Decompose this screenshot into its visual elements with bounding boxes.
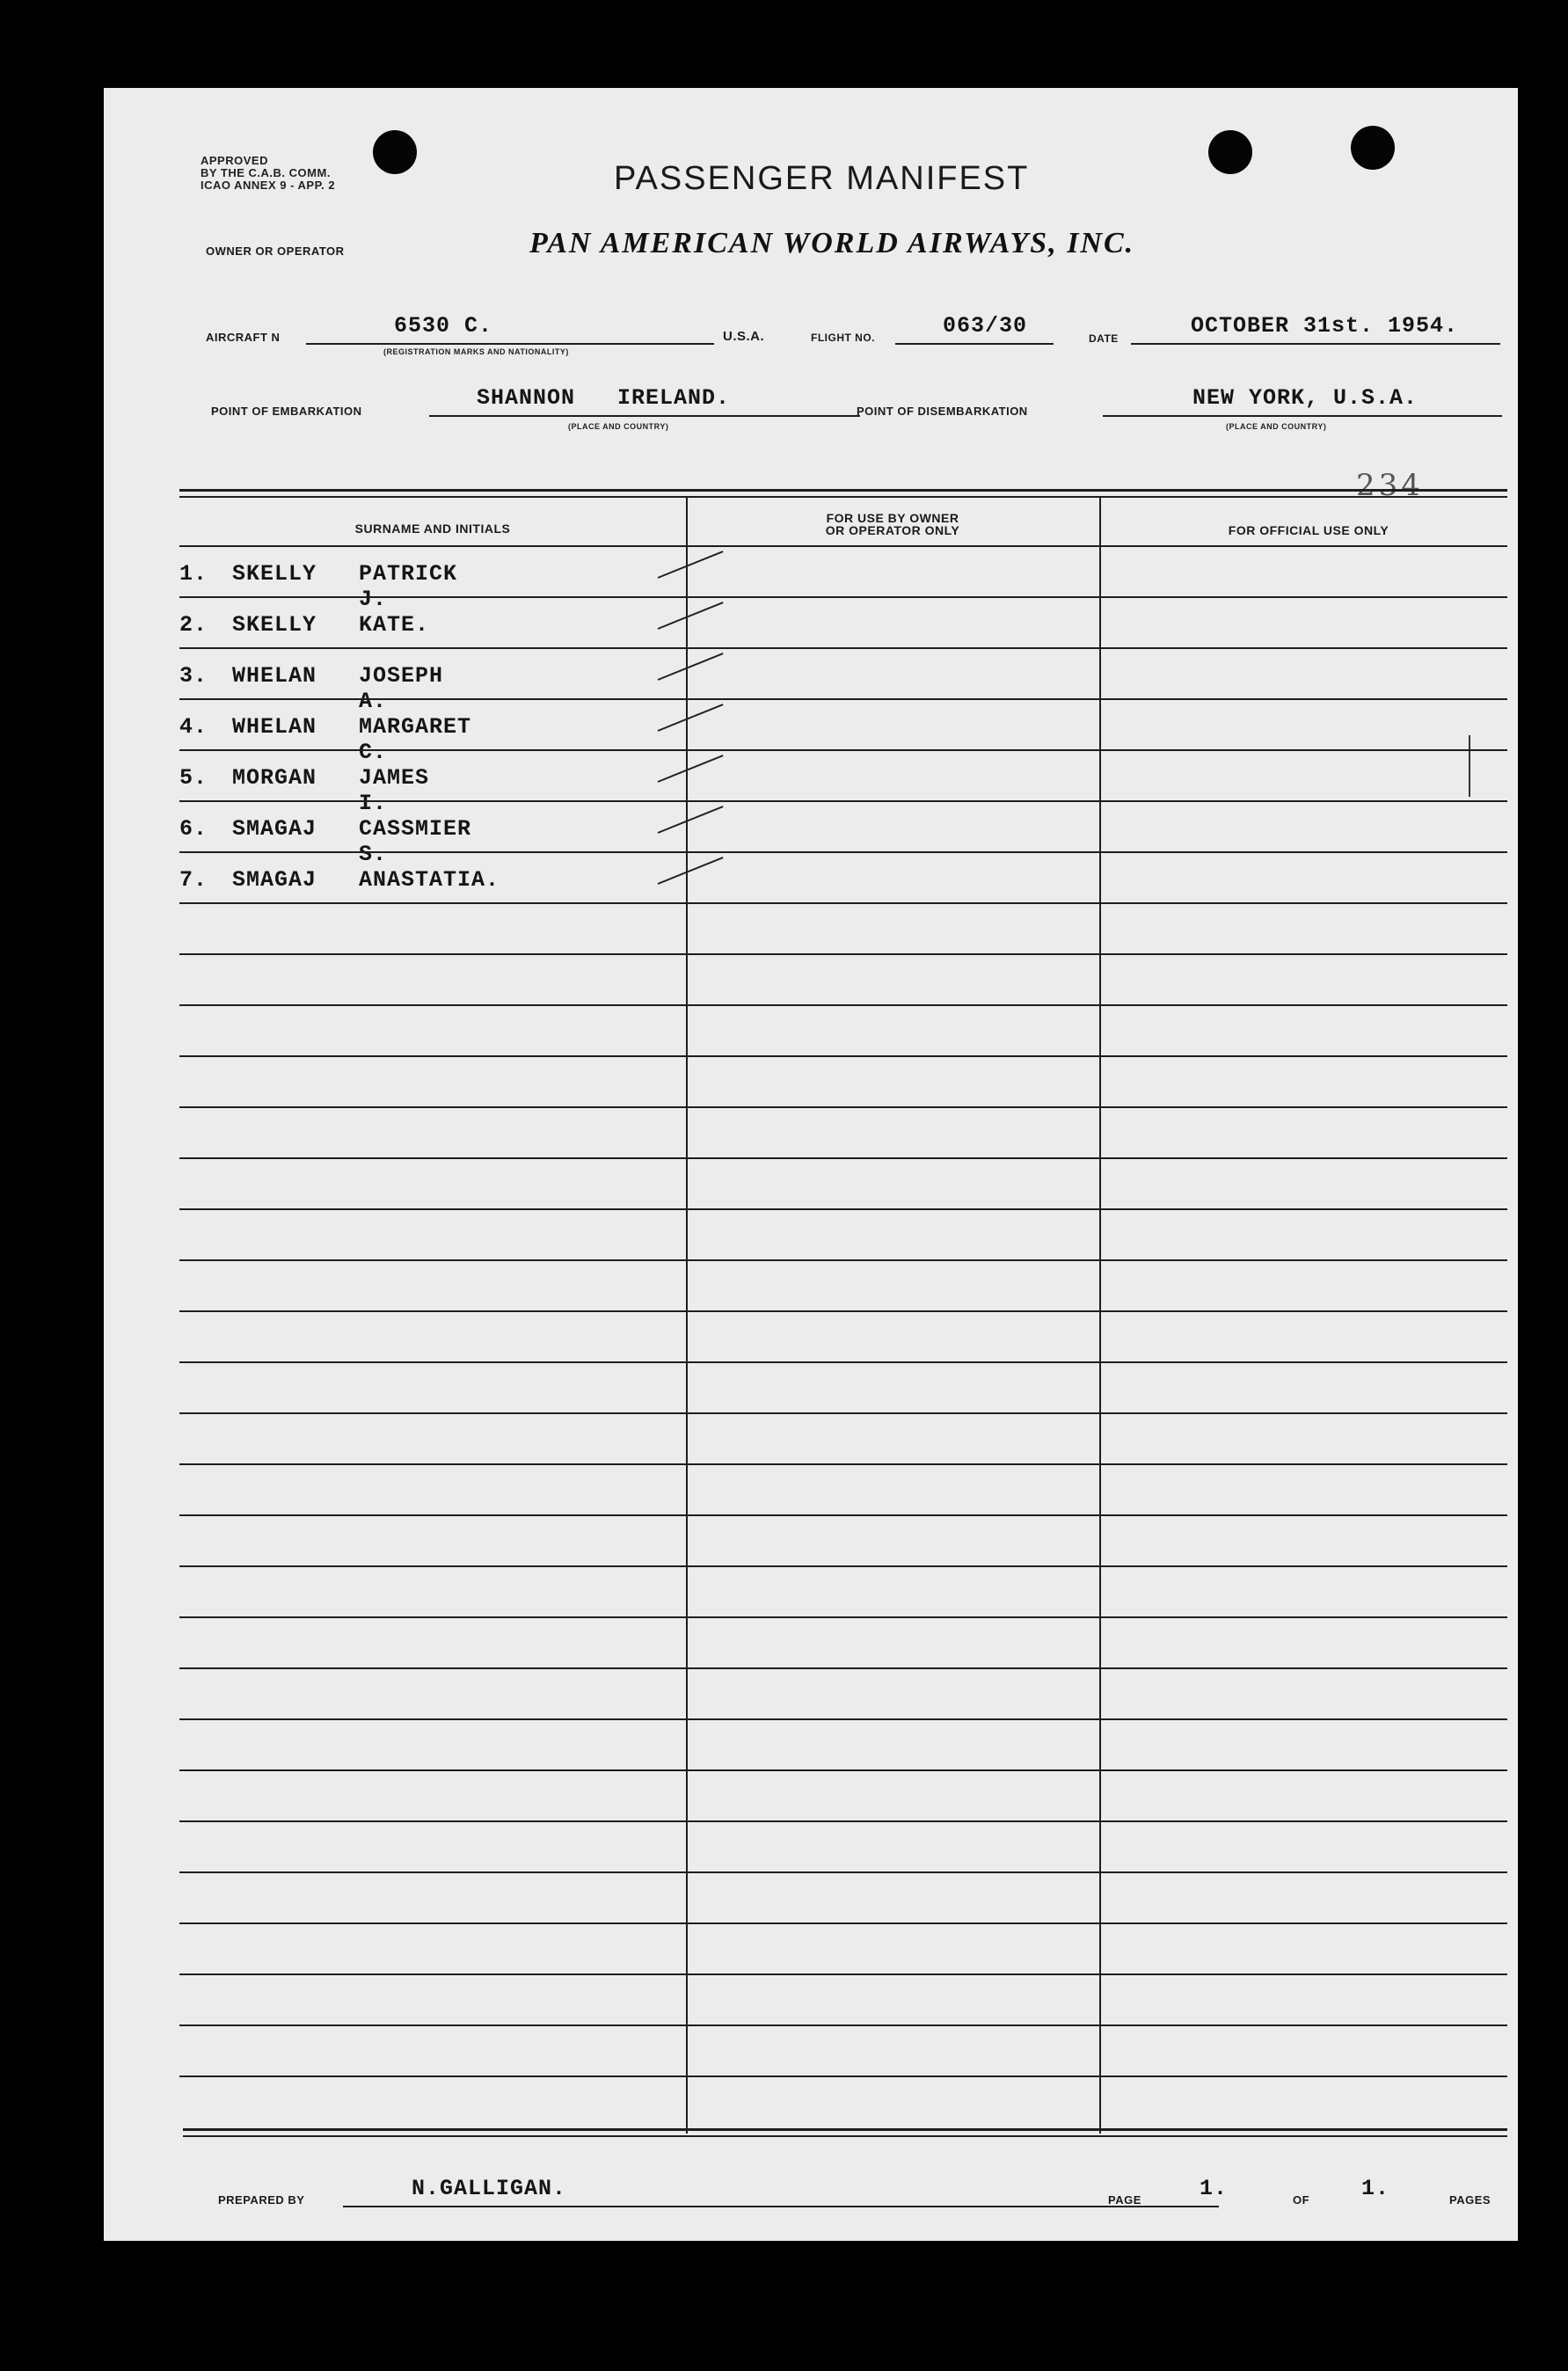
passenger-given-name: JAMES I. [359,765,430,816]
passenger-number: 3. [179,663,208,689]
punch-hole-right [1351,126,1395,170]
passenger-surname: SKELLY [232,612,317,638]
embark-value: SHANNON IRELAND. [477,385,731,411]
flight-label: FLIGHT NO. [811,332,875,344]
page-value: 1. [1200,2176,1229,2201]
table-rule-line [179,2076,1507,2077]
margin-mark [1469,735,1470,797]
table-rule-line [179,1310,1507,1312]
table-rule-line [179,596,1507,598]
disembark-label: POINT OF DISEMBARKATION [857,405,1028,418]
flight-value: 063/30 [943,313,1028,339]
column-header-owner-use [686,512,1099,536]
table-rule-line [179,545,1507,547]
approval-line-2: BY THE C.A.B. COMM. [201,166,331,179]
of-value: 1. [1361,2176,1390,2201]
airline-name: PAN AMERICAN WORLD AIRWAYS, INC. [529,227,1135,259]
manifest-sheet [104,88,1518,2241]
table-rule-line [179,1616,1507,1618]
passenger-number: 4. [179,714,208,740]
owner-label: OWNER OR OPERATOR [206,244,345,258]
disembark-sublabel: (PLACE AND COUNTRY) [1226,422,1327,431]
passenger-surname: SMAGAJ [232,867,317,893]
table-rule-line [179,1871,1507,1873]
passenger-number: 2. [179,612,208,638]
passenger-given-name: KATE. [359,612,430,638]
passenger-number: 1. [179,561,208,587]
table-rule-line [179,1106,1507,1108]
passenger-number: 6. [179,816,208,842]
passenger-given-name: ANASTATIA. [359,867,500,893]
table-rule-line [179,1769,1507,1771]
embark-sublabel: (PLACE AND COUNTRY) [568,422,669,431]
table-rule-line [179,749,1507,751]
stamp-number: 234 [1356,468,1424,503]
disembark-value: NEW YORK, U.S.A. [1192,385,1418,411]
table-rule-line [179,1514,1507,1516]
passenger-surname: SKELLY [232,561,317,587]
passenger-number: 7. [179,867,208,893]
column-header-official-use: FOR OFFICIAL USE ONLY [1228,523,1389,537]
table-rule-line [179,647,1507,649]
of-label: OF [1293,2193,1310,2207]
punch-hole-left [373,130,417,174]
table-rule-line [179,1922,1507,1924]
table-rule-line [179,800,1507,802]
approval-block [201,155,335,192]
table-rule-line [179,1718,1507,1720]
pages-label: PAGES [1449,2193,1491,2207]
column-divider-1 [686,498,688,2134]
passenger-number: 5. [179,765,208,791]
column-divider-2 [1099,498,1101,2134]
passenger-surname: WHELAN [232,714,317,740]
table-rule-line [179,1208,1507,1210]
approval-line-3: ICAO ANNEX 9 - APP. 2 [201,179,336,192]
aircraft-label: AIRCRAFT N [206,331,281,344]
table-rule-line [179,1667,1507,1669]
passenger-given-name: PATRICK J. [359,561,458,612]
passenger-surname: WHELAN [232,663,317,689]
table-rule-line [179,1055,1507,1057]
table-rule-line [179,2024,1507,2026]
passenger-given-name: CASSMIER S. [359,816,472,867]
table-rule-line [179,1412,1507,1414]
table-rule-line [179,1361,1507,1363]
passenger-surname: MORGAN [232,765,317,791]
aircraft-sublabel: (REGISTRATION MARKS AND NATIONALITY) [383,347,569,356]
prepared-label: PREPARED BY [218,2193,305,2207]
table-rule-line [179,698,1507,700]
table-rule-line [179,1463,1507,1465]
column-header-surname: SURNAME AND INITIALS [354,522,511,536]
table-rule-line [179,1004,1507,1006]
passenger-given-name: MARGARET C. [359,714,472,765]
passenger-given-name: JOSEPH A. [359,663,444,714]
approval-line-1: APPROVED [201,154,268,167]
date-label: DATE [1089,332,1119,345]
embark-label: POINT OF EMBARKATION [211,405,362,418]
table-rule-line [179,1820,1507,1822]
table-rule-line [179,902,1507,904]
passenger-surname: SMAGAJ [232,816,317,842]
form-title: PASSENGER MANIFEST [614,160,1030,197]
table-rule-line [179,953,1507,955]
table-rule-line [179,1565,1507,1567]
table-rule-line [179,1259,1507,1261]
owner-use-line-2: OR OPERATOR ONLY [825,523,960,537]
table-rule-line [179,851,1507,853]
table-rule-line [179,1157,1507,1159]
owner-use-line-1: FOR USE BY OWNER [826,511,959,525]
date-value: OCTOBER 31st. 1954. [1191,313,1459,339]
table-rule-line [179,1973,1507,1975]
usa-label: U.S.A. [723,329,765,344]
aircraft-value: 6530 C. [394,313,493,339]
prepared-value: N.GALLIGAN. [412,2176,567,2201]
punch-hole-center [1208,130,1252,174]
page-label: PAGE [1108,2193,1141,2207]
